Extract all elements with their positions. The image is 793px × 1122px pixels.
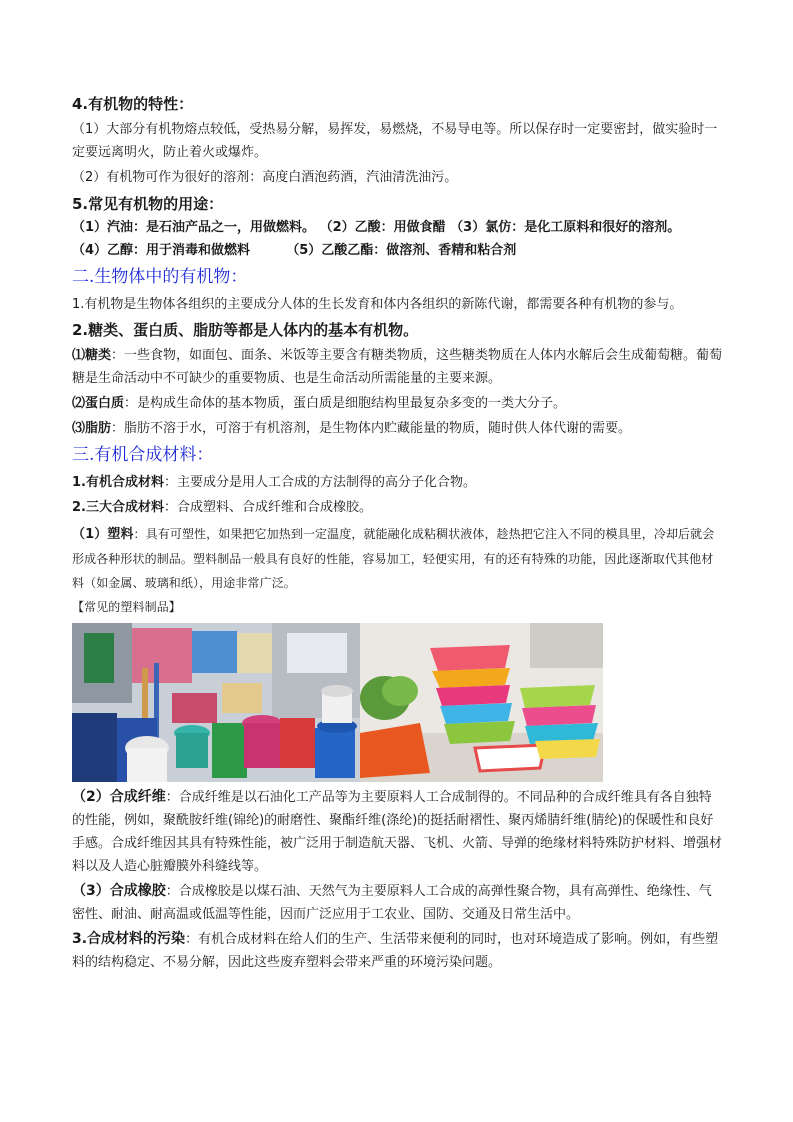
- pollution-paragraph: [72, 928, 724, 974]
- protein-text: ：是构成生命体的基本物质，蛋白质是细胞结构里最复杂多变的一类大分子。: [124, 396, 567, 411]
- section-5-heading: 5.常见有机物的用途：: [72, 195, 224, 213]
- pollution-label: 3.合成材料的污染: [72, 931, 186, 947]
- colorful-bowls-photo: [360, 623, 603, 782]
- pollution-text: ：有机合成材料在给人们的生产、生活带来便利的同时，也对环境造成了影响。例如，有些塑料的结构稳定、不易分解，因此这些废弃塑料会带来严重的环境污染问题。: [72, 932, 719, 970]
- fat-label: ⑶脂肪: [72, 421, 112, 436]
- three-materials-text: ：合成塑料、合成纤维和合成橡胶。: [163, 500, 372, 515]
- rubber-text: ：合成橡胶是以煤石油、天然气为主要原料人工合成的高弹性聚合物，具有高弹性、绝缘性、气密性、耐油、耐高温或低温等性能，因而广泛应用于工农业、国防、交通及日常生活中。: [72, 884, 712, 922]
- sugar-text: ：一些食物，如面包、面条、米饭等主要含有糖类物质，这些糖类物质在人体内水解后会生成葡萄糖。葡萄糖是生命活动中不可缺少的重要物质、也是生命活动所需能量的主要来源。: [72, 348, 723, 386]
- market-plastic-goods-photo: [72, 623, 360, 782]
- market-plastic-goods-image: [72, 623, 360, 782]
- uses-row-2: （4）乙醇：用于消毒和做燃料 （5）乙酸乙酯：做溶剂、香精和粘合剂: [72, 243, 517, 258]
- part-2-paragraph-1: 1.有机物是生物体各组织的主要成分人体的生长发育和体内各组织的新陈代谢，都需要各种有机物的参与。: [72, 297, 683, 312]
- document-page: [72, 92, 724, 974]
- plastic-text: ：具有可塑性，如果把它加热到一定温度，就能融化成粘稠状液体，趁热把它注入不同的模具里，冷却后就会形成各种形状的制品。塑料制品一般具有良好的性能，容易加工，轻便实用，有的还有特殊的功能，因此逐渐取代其他材料（如金属、玻璃和纸），用途非常广泛。: [72, 527, 715, 590]
- uses-row-1: （1）汽油：是石油产品之一，用做燃料。 （2）乙酸：用做食醋 （3）氯仿：是化工原料和很好的溶剂。: [72, 220, 681, 235]
- part-3-title: 三.有机合成材料：: [72, 445, 214, 465]
- sugar-paragraph: [72, 344, 724, 390]
- definition-text: ：主要成分是用人工合成的方法制得的高分子化合物。: [163, 475, 476, 490]
- fat-text: ：脂肪不溶于水，可溶于有机溶剂，是生物体内贮藏能量的物质，随时供人体代谢的需要。: [111, 421, 632, 436]
- section-4-heading: 4.有机物的特性：: [72, 95, 194, 113]
- part-2-paragraph-2: 2.糖类、蛋白质、脂肪等都是人体内的基本有机物。: [72, 321, 419, 339]
- part-2-title: 二.生物体中的有机物：: [72, 267, 248, 287]
- fiber-text: ：合成纤维是以石油化工产品等为主要原料人工合成制得的。不同品种的合成纤维具有各自独特的性能，例如，聚酰胺纤维(锦纶)的耐磨性、聚酯纤维(涤纶)的挺括耐褶性、聚丙烯腈纤维(腈纶)的保暖性和良好手感。合成纤维因其具有特殊性能，被广泛用于制造航天器、飞机、火箭、导弹的绝缘材料特殊防护材料、增强材料以及人造心脏瓣膜外科缝线等。: [72, 790, 723, 874]
- plastic-label: （1）塑料: [72, 527, 134, 542]
- section-4-paragraph-2: （2）有机物可作为很好的溶剂：高度白酒泡药酒，汽油清洗油污。: [72, 170, 458, 185]
- fiber-paragraph: [72, 786, 724, 878]
- colorful-bowls-image: [360, 623, 603, 782]
- plastic-products-photos: [72, 623, 724, 782]
- rubber-paragraph: [72, 880, 724, 926]
- protein-paragraph: [72, 392, 724, 415]
- plastic-paragraph: [72, 522, 724, 595]
- section-4-paragraph-1: （1）大部分有机物熔点较低，受热易分解，易挥发，易燃烧，不易导电等。所以保存时一定要密封，做实验时一定要远离明火，防止着火或爆炸。: [72, 122, 718, 160]
- definition-label: 1.有机合成材料: [72, 475, 164, 490]
- sugar-label: ⑴糖类: [72, 348, 112, 363]
- three-materials-paragraph: [72, 496, 724, 519]
- photo-caption: 【常见的塑料制品】: [72, 600, 181, 614]
- rubber-label: （3）合成橡胶: [72, 883, 166, 899]
- fiber-label: （2）合成纤维: [72, 789, 166, 805]
- fat-paragraph: [72, 417, 724, 440]
- protein-label: ⑵蛋白质: [72, 396, 125, 411]
- definition-paragraph: [72, 471, 724, 494]
- three-materials-label: 2.三大合成材料: [72, 500, 164, 515]
